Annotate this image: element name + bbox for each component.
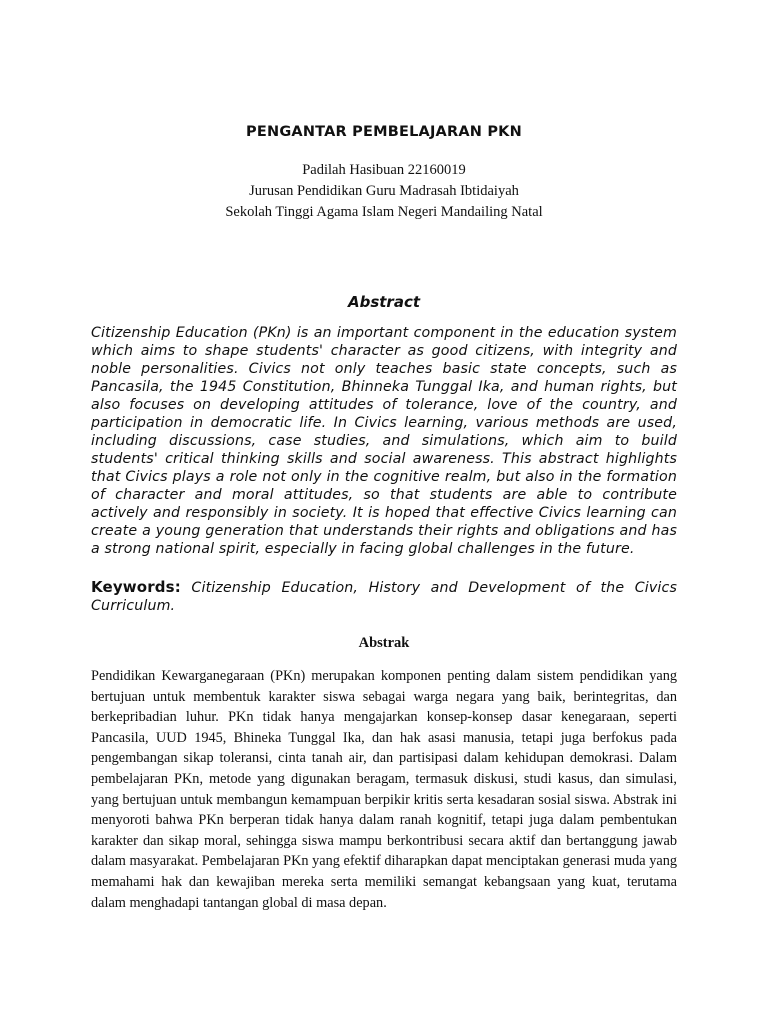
- author-name: Padilah Hasibuan 22160019: [302, 162, 466, 178]
- keywords: [91, 578, 677, 615]
- paper-title: PENGANTAR PEMBELAJARAN PKN: [246, 124, 522, 140]
- abstract-heading-en: Abstract: [347, 293, 421, 311]
- author-institution: Sekolah Tinggi Agama Islam Negeri Mandailing Natal: [225, 204, 543, 220]
- abstract-body-en: Citizenship Education (PKn) is an important component in the education system which aims to shape students' character as good citizens, with integrity and noble personalities. Civics not only teaches basic state concepts, such as Pancasila, the 1945 Constitution, Bhinneka Tunggal Ika, and human rights, but also focuses on developing attitudes of tolerance, love of the country, and participation in democratic life. In Civics learning, various methods are used, including discussions, case studies, and simulations, which aim to build students' critical thinking skills and social awareness. This abstract highlights that Civics plays a role not only in the cognitive realm, but also in the formation of character and moral attitudes, so that students are able to contribute actively and responsibly in society. It is hoped that effective Civics learning can create a young generation that understands their rights and obligations and has a strong national spirit, especially in facing global challenges in the future.: [91, 325, 677, 557]
- keywords-text: Citizenship Education, History and Development of the Civics Curriculum.: [91, 580, 677, 614]
- author-department: Jurusan Pendidikan Guru Madrasah Ibtidaiyah: [249, 183, 519, 199]
- abstract-heading-id: Abstrak: [358, 635, 410, 651]
- keywords-label: Keywords:: [91, 578, 181, 596]
- abstract-body-id: Pendidikan Kewarganegaraan (PKn) merupakan komponen penting dalam sistem pendidikan yang bertujuan untuk membentuk karakter siswa sebagai warga negara yang baik, berintegritas, dan berkepribadian luhur. PKn tidak hanya mengajarkan konsep-konsep dasar kenegaraan, seperti Pancasila, UUD 1945, Bhineka Tunggal Ika, dan hak asasi manusia, tetapi juga berfokus pada pengembangan sikap toleransi, cinta tanah air, dan partisipasi dalam kehidupan demokrasi. Dalam pembelajaran PKn, metode yang digunakan beragam, termasuk diskusi, studi kasus, dan simulasi, yang bertujuan untuk membangun kemampuan berpikir kritis serta kesadaran sosial siswa. Abstrak ini menyoroti bahwa PKn berperan tidak hanya dalam ranah kognitif, tetapi juga dalam pembentukan karakter dan sikap moral, sehingga siswa mampu berkontribusi secara aktif dan bertanggung jawab dalam masyarakat. Pembelajaran PKn yang efektif diharapkan dapat menciptakan generasi muda yang memahami hak dan kewajiban mereka serta memiliki semangat kebangsaan yang kuat, terutama dalam menghadapi tantangan global di masa depan.: [91, 668, 677, 911]
- author-block: [0, 160, 768, 223]
